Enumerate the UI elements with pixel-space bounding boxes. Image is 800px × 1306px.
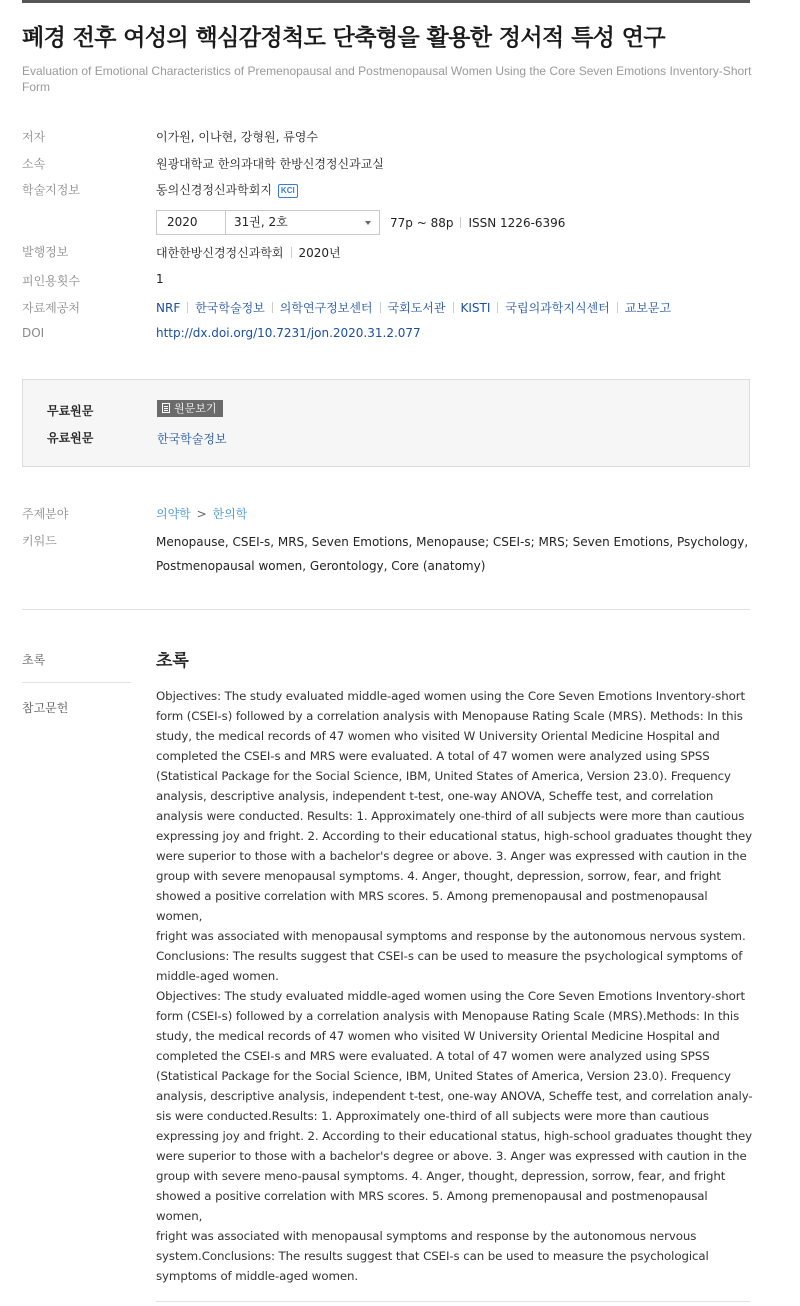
abstract-line: system.Conclusions: The results suggest that CSEI-s can be used to measure the psychological [156, 1249, 709, 1263]
top-rule [22, 0, 750, 3]
source-link-kmbase[interactable]: 국립의과학지식센터 [505, 301, 610, 315]
abstract-line: study, the medical records of 47 women who visited W University Oriental Medicine Hospital and [156, 1029, 720, 1043]
abstract-heading: 초록 [156, 651, 189, 671]
cited-label: 피인용횟수 [22, 274, 80, 288]
abstract-paragraph-2 [156, 986, 754, 1286]
abstract-line: showed a positive correlation with MRS scores. 5. Among premenopausal and postmenopausal women, [156, 889, 708, 923]
chevron-down-icon [365, 221, 371, 225]
journal-info [156, 181, 298, 198]
abstract-line: completed the CSEI-s and MRS were evaluated. A total of 47 women were analyzed using SPSS [156, 1049, 710, 1063]
source-links [156, 299, 671, 316]
abstract-line: symptoms of middle-aged women. [156, 1269, 359, 1283]
page-range: 77p ~ 88p [390, 216, 454, 230]
paid-fulltext-label: 유료원문 [47, 431, 94, 445]
view-fulltext-button[interactable] [157, 400, 223, 417]
abstract-line: sis were conducted.Results: 1. Approximately one-third of all subjects were more than cautious [156, 1109, 709, 1123]
kci-badge: KCI [278, 184, 298, 198]
abstract-line: Conclusions: The results suggest that CSEI-s can be used to measure the psychological symptoms of [156, 949, 743, 963]
side-nav-references[interactable]: 참고문헌 [22, 701, 69, 715]
abstract-line: group with severe meno-pausal symptoms. 4. Anger, thought, depression, sorrow, fear, and fright [156, 1169, 726, 1183]
doi-label: DOI [22, 326, 45, 340]
keywords-label: 키워드 [22, 534, 57, 548]
year-select-value: 2020 [167, 215, 198, 229]
subject-subcategory-link[interactable]: 한의학 [212, 507, 248, 521]
abstract-line: analysis, descriptive analysis, independent t-test, one-way ANOVA, Scheffe test, and correlation analy- [156, 1089, 753, 1103]
paid-provider-link[interactable]: 한국학술정보 [157, 432, 227, 446]
abstract-line: (Statistical Package for the Social Science, IBM, United States of America, Version 23.0). Frequency [156, 769, 731, 783]
affiliation: 원광대학교 한의과대학 한방신경정신과교실 [156, 157, 384, 171]
subject-label: 주제분야 [22, 507, 69, 521]
publisher: 대한한방신경정신과학회 [156, 246, 284, 260]
abstract-line: form (CSEI-s) followed by a correlation analysis with Menopause Rating Scale (MRS). Methods: In this [156, 709, 743, 723]
subject-breadcrumb [156, 505, 247, 522]
keywords-line: Postmenopausal women, Gerontology, Core (anatomy) [156, 559, 486, 573]
abstract-line: showed a positive correlation with MRS scores. 5. Among premenopausal and postmenopausal women, [156, 1189, 708, 1223]
volume-select-value: 31권, 2호 [234, 215, 288, 229]
fulltext-access-box [22, 379, 750, 467]
journal-name[interactable]: 동의신경정신과학회지 [156, 183, 272, 197]
source-link-kisti[interactable]: KISTI [460, 301, 491, 315]
section-divider [22, 609, 750, 610]
doi-link[interactable]: http://dx.doi.org/10.7231/jon.2020.31.2.077 [156, 326, 421, 340]
page-title: 폐경 전후 여성의 핵심감정척도 단축형을 활용한 정서적 특성 연구 [22, 25, 665, 51]
abstract-line: Objectives: The study evaluated middle-aged women using the Core Seven Emotions Inventory-short [156, 689, 745, 703]
free-fulltext-label: 무료원문 [47, 404, 94, 418]
abstract-line: were superior to those with a bachelor's degree or above. 3. Anger was expressed with caution in the [156, 849, 747, 863]
issn: ISSN 1226-6396 [468, 216, 566, 230]
abstract-line: were superior to those with a bachelor's degree or above. 3. Anger was expressed with caution in the [156, 1149, 747, 1163]
subject-category-link[interactable]: 의약학 [156, 507, 191, 521]
volume-select[interactable] [225, 210, 380, 235]
abstract-line: (Statistical Package for the Social Science, IBM, United States of America, Version 23.0). Frequency [156, 1069, 731, 1083]
abstract-line: analysis were conducted. Results: 1. Approximately one-third of all subjects were more than cautious [156, 809, 745, 823]
abstract-line: Objectives: The study evaluated middle-aged women using the Core Seven Emotions Inventory-short [156, 989, 745, 1003]
abstract-line: middle-aged women. [156, 969, 279, 983]
side-nav-abstract[interactable]: 초록 [22, 653, 46, 667]
keywords-line: Menopause, CSEI-s, MRS, Seven Emotions, Menopause; CSEI-s; MRS; Seven Emotions, Psychology, [156, 535, 749, 549]
abstract-line: form (CSEI-s) followed by a correlation analysis with Menopause Rating Scale (MRS).Methods: In this [156, 1009, 740, 1023]
source-link-nrf[interactable]: NRF [156, 301, 181, 315]
year-select[interactable] [156, 210, 226, 235]
document-icon [162, 403, 170, 413]
page-subtitle: Evaluation of Emotional Characteristics of Premenopausal and Postmenopausal Women Using the Core Seven Emotions Inventory-Short Form [22, 64, 752, 94]
page-range-issn [390, 216, 565, 230]
source-link-nanet[interactable]: 국회도서관 [387, 301, 446, 315]
source-link-kyobo[interactable]: 교보문고 [624, 301, 672, 315]
source-link-medric[interactable]: 의학연구정보센터 [279, 301, 373, 315]
abstract-bottom-divider [156, 1301, 750, 1302]
publish-info [156, 244, 341, 261]
publish-year: 2020년 [298, 246, 341, 260]
affiliation-label: 소속 [22, 157, 46, 171]
abstract-line: study, the medical records of 47 women who visited W University Oriental Medicine Hospital and [156, 729, 720, 743]
abstract-line: fright was associated with menopausal symptoms and response by the autonomous nervous [156, 1229, 697, 1243]
abstract-line: completed the CSEI-s and MRS were evaluated. A total of 47 women were analyzed using SPSS [156, 749, 710, 763]
cited-count: 1 [156, 272, 164, 286]
view-fulltext-label: 원문보기 [174, 402, 217, 415]
publish-label: 발행정보 [22, 245, 69, 259]
source-label: 자료제공처 [22, 301, 80, 315]
abstract-line: fright was associated with menopausal symptoms and response by the autonomous nervous system. [156, 929, 746, 943]
side-nav-divider [22, 682, 131, 683]
abstract-paragraph-1 [156, 686, 754, 986]
author-label: 저자 [22, 130, 46, 144]
journal-label: 학술지정보 [22, 183, 80, 197]
breadcrumb-arrow: > [196, 507, 207, 521]
source-link-kstudy[interactable]: 한국학술정보 [195, 301, 265, 315]
abstract-line: expressing joy and fright. 2. According to their educational status, high-school graduates thought they [156, 829, 753, 843]
abstract-line: expressing joy and fright. 2. According to their educational status, high-school graduates thought they [156, 1129, 753, 1143]
authors: 이가원, 이나현, 강형원, 류영수 [156, 130, 318, 144]
keywords-list [156, 530, 756, 578]
abstract-line: analysis, descriptive analysis, independent t-test, one-way ANOVA, Scheffe test, and correlation [156, 789, 714, 803]
abstract-line: group with severe menopausal symptoms. 4. Anger, thought, depression, sorrow, fear, and fright [156, 869, 721, 883]
